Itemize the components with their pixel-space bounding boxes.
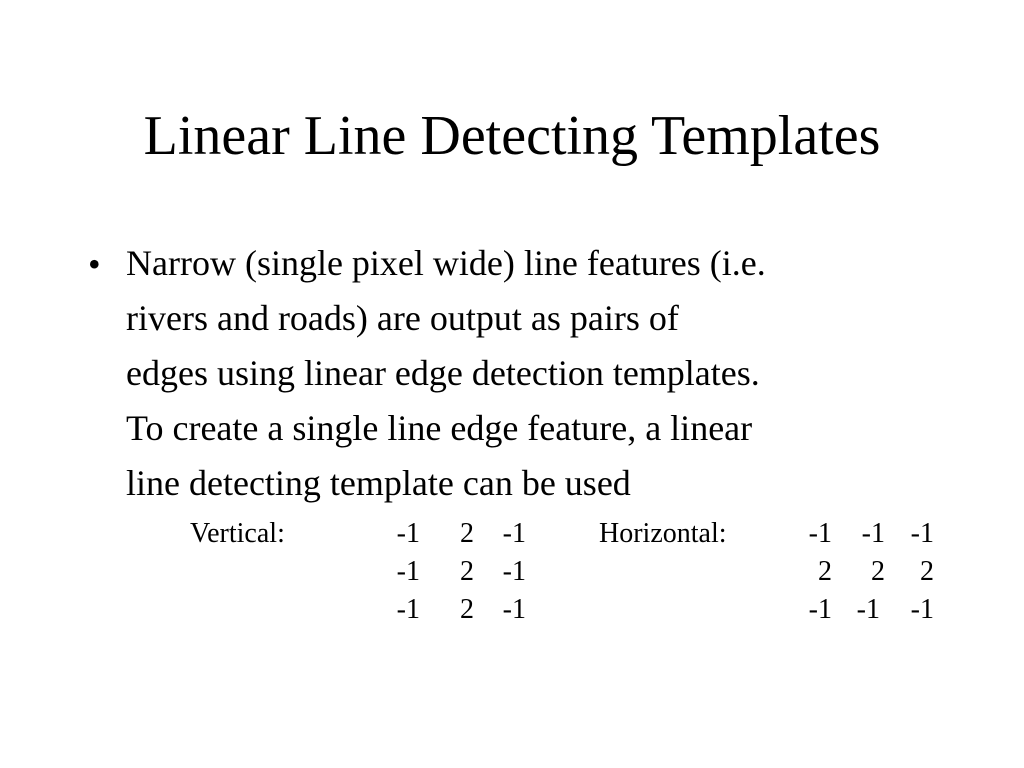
vertical-cell: -1 xyxy=(396,594,420,625)
vertical-cell: 2 xyxy=(460,594,474,625)
horizontal-cell: -1 xyxy=(808,594,832,625)
bullet-line: line detecting template can be used xyxy=(126,463,631,503)
horizontal-cell: 2 xyxy=(818,556,832,587)
vertical-cell: -1 xyxy=(396,518,420,549)
horizontal-cell: -1 xyxy=(910,594,934,625)
bullet-line: To create a single line edge feature, a linear xyxy=(126,408,753,448)
bullet-line: Narrow (single pixel wide) line features (i.e. xyxy=(126,243,766,283)
horizontal-cell: -1 xyxy=(861,518,885,549)
vertical-cell: 2 xyxy=(460,518,474,549)
horizontal-cell: -1 xyxy=(808,518,832,549)
horizontal-cell: -1 xyxy=(910,518,934,549)
bullet-line: edges using linear edge detection templates. xyxy=(126,353,760,393)
templates-section xyxy=(0,516,1024,626)
vertical-cell: 2 xyxy=(460,556,474,587)
horizontal-template-label: Horizontal: xyxy=(599,518,727,549)
bullet-text xyxy=(126,236,966,511)
horizontal-cell: 2 xyxy=(920,556,934,587)
vertical-cell: -1 xyxy=(502,594,526,625)
bullet-line: rivers and roads) are output as pairs of xyxy=(126,298,679,338)
vertical-cell: -1 xyxy=(396,556,420,587)
horizontal-cell: 2 xyxy=(871,556,885,587)
slide-title: Linear Line Detecting Templates xyxy=(143,105,881,167)
vertical-cell: -1 xyxy=(502,518,526,549)
bullet-point-icon: • xyxy=(88,244,101,284)
horizontal-cell: -1 xyxy=(856,594,880,625)
vertical-template-label: Vertical: xyxy=(190,518,285,549)
vertical-cell: -1 xyxy=(502,556,526,587)
